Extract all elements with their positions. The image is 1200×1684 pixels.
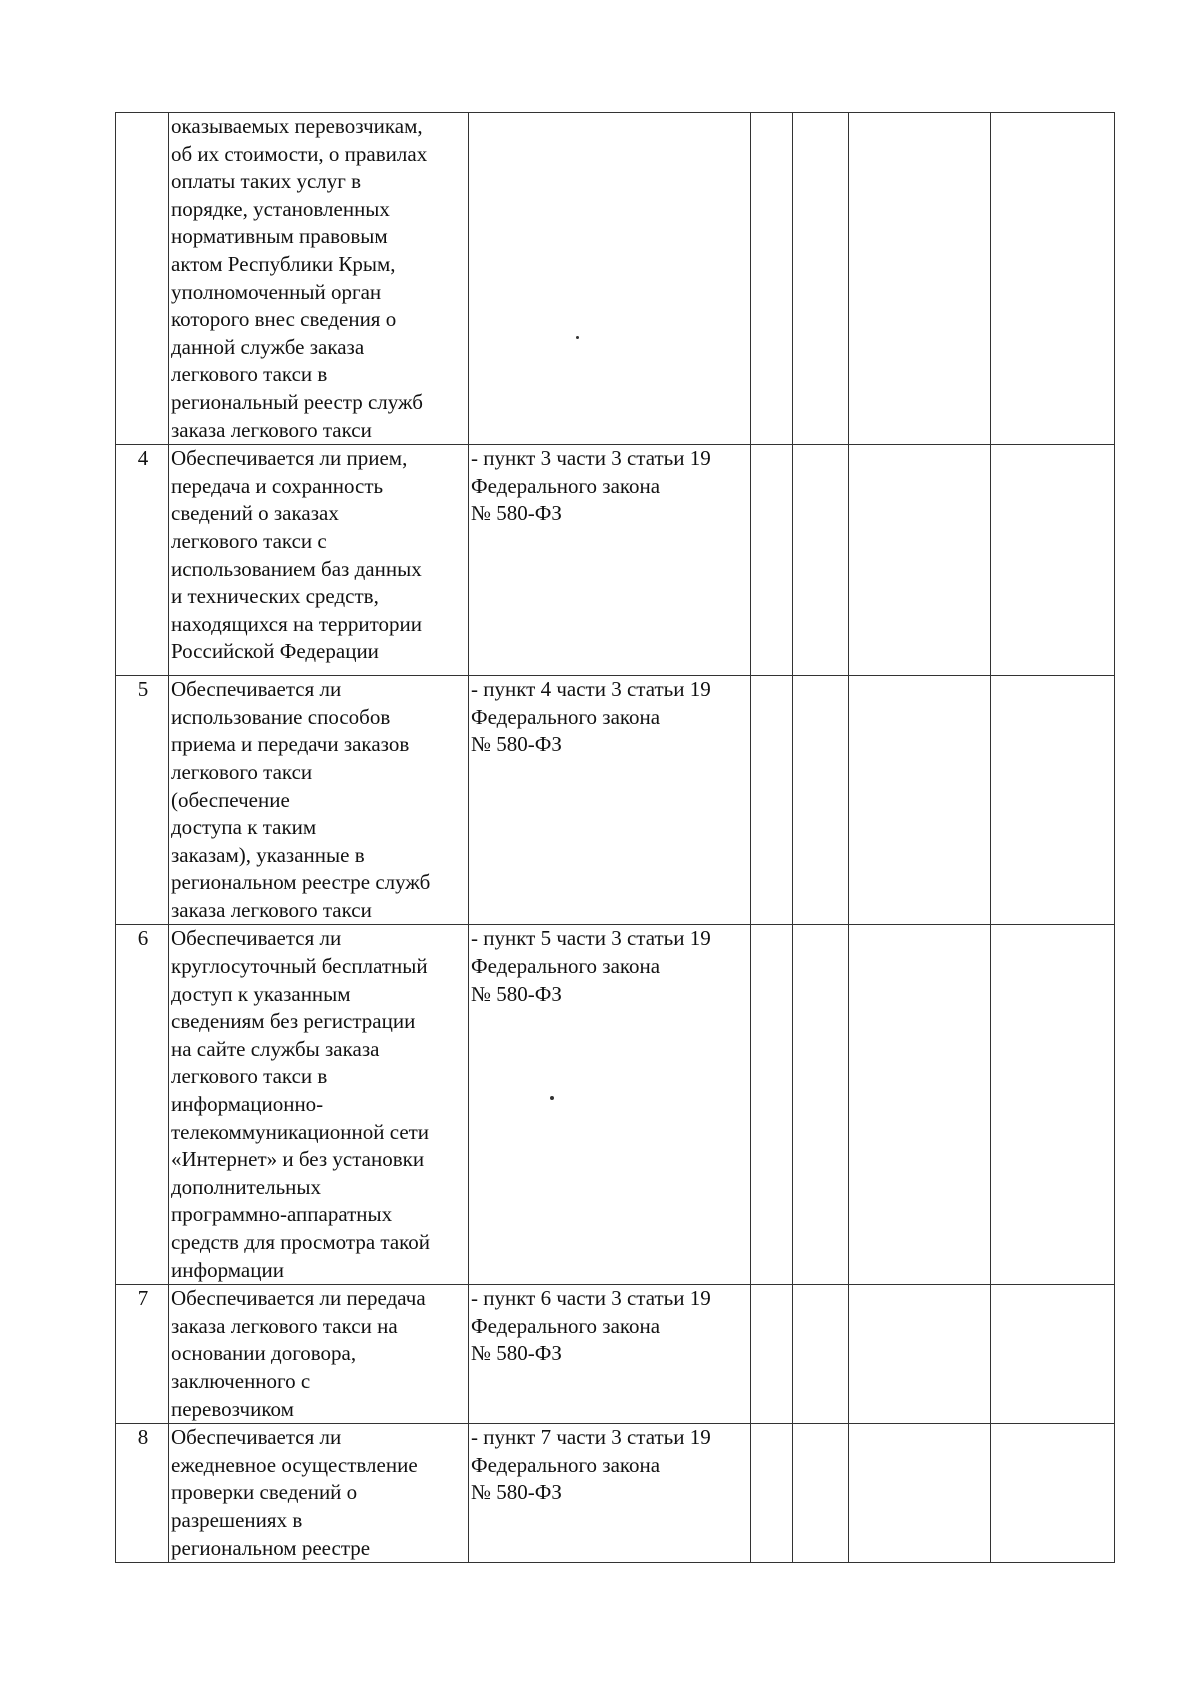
- answer-cell-not-applicable: [849, 1424, 991, 1563]
- answer-cell-yes: [751, 445, 793, 676]
- table-row: [116, 925, 1115, 1285]
- table-row: [116, 445, 1115, 676]
- table-row: [116, 1285, 1115, 1424]
- scan-speck: [576, 336, 579, 339]
- notes-cell: [991, 445, 1115, 676]
- table-row: [116, 1424, 1115, 1563]
- question-text: Обеспечивается ли передача заказа легкового такси на основании договора, заключенного с перевозчиком: [169, 1285, 469, 1424]
- question-text: Обеспечивается ли ежедневное осуществление проверки сведений о разрешениях в региональном реестре: [169, 1424, 469, 1563]
- question-text: Обеспечивается ли прием, передача и сохранность сведений о заказах легкового такси с использованием баз данных и технических средств, находящихся на территории Российской Федерации: [169, 445, 469, 676]
- answer-cell-no: [793, 1424, 849, 1563]
- answer-cell-no: [793, 113, 849, 445]
- notes-cell: [991, 1424, 1115, 1563]
- answer-cell-no: [793, 1285, 849, 1424]
- answer-cell-yes: [751, 1285, 793, 1424]
- answer-cell-not-applicable: [849, 1285, 991, 1424]
- notes-cell: [991, 925, 1115, 1285]
- notes-cell: [991, 113, 1115, 445]
- answer-cell-yes: [751, 676, 793, 925]
- notes-cell: [991, 1285, 1115, 1424]
- legal-reference: - пункт 6 части 3 статьи 19 Федерального закона № 580-ФЗ: [469, 1285, 751, 1424]
- answer-cell-not-applicable: [849, 925, 991, 1285]
- scan-speck: [550, 1096, 554, 1100]
- row-number: 7: [116, 1285, 169, 1424]
- answer-cell-not-applicable: [849, 676, 991, 925]
- table-row: [116, 676, 1115, 925]
- question-text: Обеспечивается ли круглосуточный бесплатный доступ к указанным сведениям без регистрации на сайте службы заказа легкового такси в информационно- телекоммуникационной сети «Интернет» и без установки дополнительных программно-аппаратных средств для просмотра такой информации: [169, 925, 469, 1285]
- row-number: [116, 113, 169, 445]
- answer-cell-no: [793, 925, 849, 1285]
- question-text: Обеспечивается ли использование способов приема и передачи заказов легкового такси (обеспечение доступа к таким заказам), указанные в региональном реестре служб заказа легкового такси: [169, 676, 469, 925]
- row-number: 5: [116, 676, 169, 925]
- legal-reference: [469, 113, 751, 445]
- checklist-table: [115, 112, 1115, 1563]
- legal-reference: - пункт 7 части 3 статьи 19 Федерального закона № 580-ФЗ: [469, 1424, 751, 1563]
- answer-cell-yes: [751, 1424, 793, 1563]
- legal-reference: - пункт 4 части 3 статьи 19 Федерального закона № 580-ФЗ: [469, 676, 751, 925]
- table-row: [116, 113, 1115, 445]
- answer-cell-yes: [751, 113, 793, 445]
- answer-cell-not-applicable: [849, 113, 991, 445]
- row-number: 8: [116, 1424, 169, 1563]
- notes-cell: [991, 676, 1115, 925]
- question-text: оказываемых перевозчикам, об их стоимости, о правилах оплаты таких услуг в порядке, установленных нормативным правовым актом Республики Крым, уполномоченный орган которого внес сведения о данной службе заказа легкового такси в региональный реестр служб заказа легкового такси: [169, 113, 469, 445]
- row-number: 4: [116, 445, 169, 676]
- legal-reference: - пункт 3 части 3 статьи 19 Федерального закона № 580-ФЗ: [469, 445, 751, 676]
- answer-cell-not-applicable: [849, 445, 991, 676]
- row-number: 6: [116, 925, 169, 1285]
- answer-cell-yes: [751, 925, 793, 1285]
- answer-cell-no: [793, 445, 849, 676]
- answer-cell-no: [793, 676, 849, 925]
- legal-reference: - пункт 5 части 3 статьи 19 Федерального закона № 580-ФЗ: [469, 925, 751, 1285]
